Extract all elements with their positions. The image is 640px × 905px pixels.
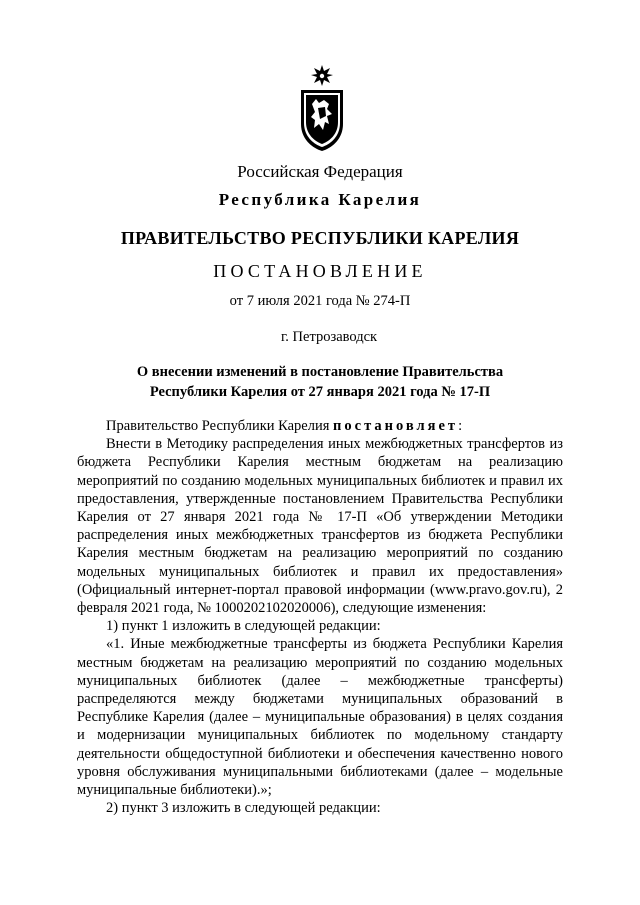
paragraph-main: Внести в Методику распределения иных межбюджетных трансфертов из бюджета Республики Карелия местным бюджетам на реализацию мероприятий по созданию модельных муниципальных библиотек и правил их предоставления, утвержденные постановлением Правительства Республики Карелия от 27 января 2021 года № 17-П «Об утверждении Методики распределения иных межбюджетных трансфертов из бюджета Республики Карелия местным бюджетам на реализацию мероприятий по созданию модельных муниципальных библиотек и правил их предоставления» (Официальный интернет-портал правовой информации (www.pravo.gov.ru), 2 февраля 2021 года, № 1000202102020006), следующие изменения: [77, 436, 563, 617]
decree-word: постановляет [333, 418, 459, 434]
subject-line-2: Республики Карелия от 27 января 2021 года № 17-П [149, 384, 491, 400]
quote-item-1: «1. Иные межбюджетные трансферты из бюджета Республики Карелия местным бюджетам на реализацию мероприятий по созданию модельных муниципальных библиотек (далее – межбюджетные трансферты) распределяются между бюджетами муниципальных образований в Республике Карелия (далее – муниципальные образования) в целях создания и модернизации муниципальных библиотек по модельному стандарту деятельности общедоступной библиотеки и обеспечения качественно нового уровня обслуживания муниципальными библиотеками (далее – модельные муниципальные библиотеки).»; [77, 636, 563, 799]
document-type: ПОСТАНОВЛЕНИЕ [213, 261, 427, 281]
list-item-1: 1) пункт 1 изложить в следующей редакции: [106, 618, 381, 635]
government-title: ПРАВИТЕЛЬСТВО РЕСПУБЛИКИ КАРЕЛИЯ [120, 228, 520, 248]
karelia-coat-of-arms-icon [298, 64, 346, 152]
subject-line-1: О внесении изменений в постановление Правительства [136, 364, 504, 380]
document-city: г. Петрозаводск [281, 329, 378, 345]
document-body [77, 417, 563, 817]
list-item-2: 2) пункт 3 изложить в следующей редакции: [106, 800, 381, 817]
republic-name: Республика Карелия [218, 190, 422, 209]
document-date-number: от 7 июля 2021 года № 274-П [229, 293, 411, 309]
decree-intro [77, 417, 563, 435]
intro-text: Правительство Республики Карелия [106, 418, 334, 434]
document-subject [0, 362, 640, 402]
intro-colon: : [458, 418, 463, 434]
country-name: Российская Федерация [237, 162, 403, 181]
